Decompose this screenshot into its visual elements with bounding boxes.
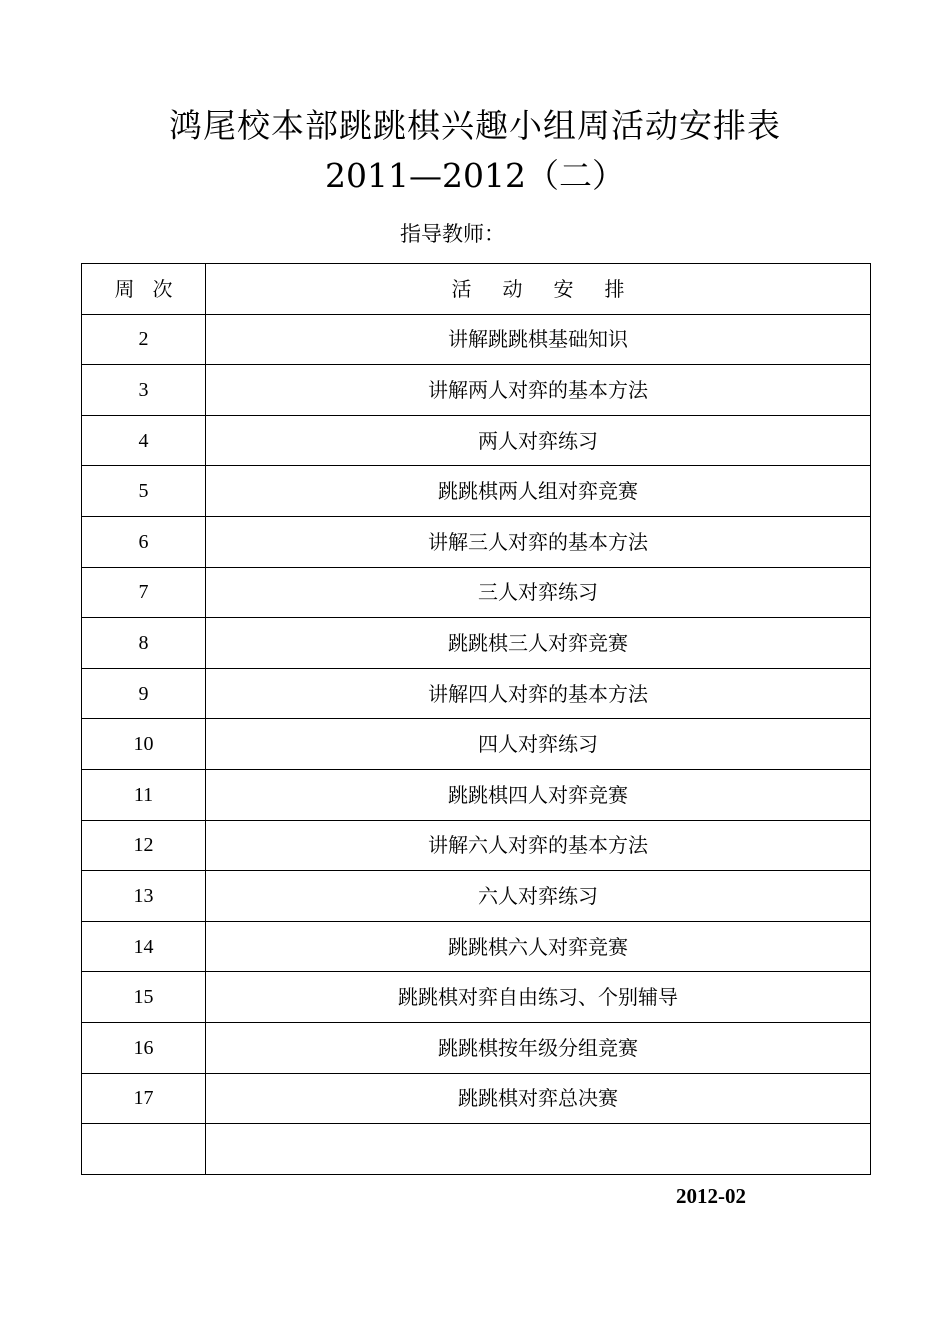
table-row: [82, 1073, 871, 1124]
table-row: [82, 516, 871, 567]
table-row: [82, 921, 871, 972]
table-row: [82, 415, 871, 466]
week-cell: 5: [82, 466, 206, 517]
week-cell: 7: [82, 567, 206, 618]
week-cell: 16: [82, 1022, 206, 1073]
week-cell: 8: [82, 618, 206, 669]
header-activity: [206, 264, 871, 315]
week-cell: 17: [82, 1073, 206, 1124]
document-subtitle: 2011—2012（二）: [325, 156, 625, 195]
activity-cell: 讲解跳跳棋基础知识: [206, 314, 871, 365]
activity-cell: 跳跳棋按年级分组竞赛: [206, 1022, 871, 1073]
week-cell: 4: [82, 415, 206, 466]
activity-cell: 四人对弈练习: [206, 719, 871, 770]
activity-cell: 跳跳棋四人对弈竞赛: [206, 769, 871, 820]
table-row: [82, 972, 871, 1023]
activity-cell: 跳跳棋两人组对弈竞赛: [206, 466, 871, 517]
activity-cell: 讲解六人对弈的基本方法: [206, 820, 871, 871]
table-row: [82, 365, 871, 416]
table-row: [82, 466, 871, 517]
activity-cell: 三人对弈练习: [206, 567, 871, 618]
schedule-table-body: [82, 264, 871, 1175]
table-header-row: [82, 264, 871, 315]
week-cell: 14: [82, 921, 206, 972]
activity-cell: [206, 1124, 871, 1175]
week-cell: 13: [82, 871, 206, 922]
header-activity-label: 活动安排: [451, 276, 656, 301]
schedule-table: [81, 263, 871, 1175]
table-row: [82, 668, 871, 719]
table-row: [82, 618, 871, 669]
header-week: [82, 264, 206, 315]
table-row: [82, 1022, 871, 1073]
header-week-label: 周次: [114, 276, 191, 301]
document-title: 鸿尾校本部跳跳棋兴趣小组周活动安排表: [169, 106, 781, 145]
activity-cell: 跳跳棋三人对弈竞赛: [206, 618, 871, 669]
week-cell: 10: [82, 719, 206, 770]
activity-cell: 跳跳棋六人对弈竞赛: [206, 921, 871, 972]
week-cell: 6: [82, 516, 206, 567]
footer-date: 2012-02: [676, 1184, 746, 1208]
activity-cell: 讲解两人对弈的基本方法: [206, 365, 871, 416]
table-row: [82, 314, 871, 365]
table-row: [82, 871, 871, 922]
activity-cell: 讲解三人对弈的基本方法: [206, 516, 871, 567]
table-row: [82, 1124, 871, 1175]
table-row: [82, 567, 871, 618]
week-cell: 12: [82, 820, 206, 871]
teacher-label: 指导教师：: [400, 222, 505, 246]
activity-cell: 六人对弈练习: [206, 871, 871, 922]
table-row: [82, 769, 871, 820]
table-row: [82, 820, 871, 871]
activity-cell: 跳跳棋对弈总决赛: [206, 1073, 871, 1124]
week-cell: 9: [82, 668, 206, 719]
week-cell: [82, 1124, 206, 1175]
table-row: [82, 719, 871, 770]
week-cell: 2: [82, 314, 206, 365]
week-cell: 3: [82, 365, 206, 416]
activity-cell: 讲解四人对弈的基本方法: [206, 668, 871, 719]
week-cell: 15: [82, 972, 206, 1023]
week-cell: 11: [82, 769, 206, 820]
activity-cell: 跳跳棋对弈自由练习、个别辅导: [206, 972, 871, 1023]
activity-cell: 两人对弈练习: [206, 415, 871, 466]
